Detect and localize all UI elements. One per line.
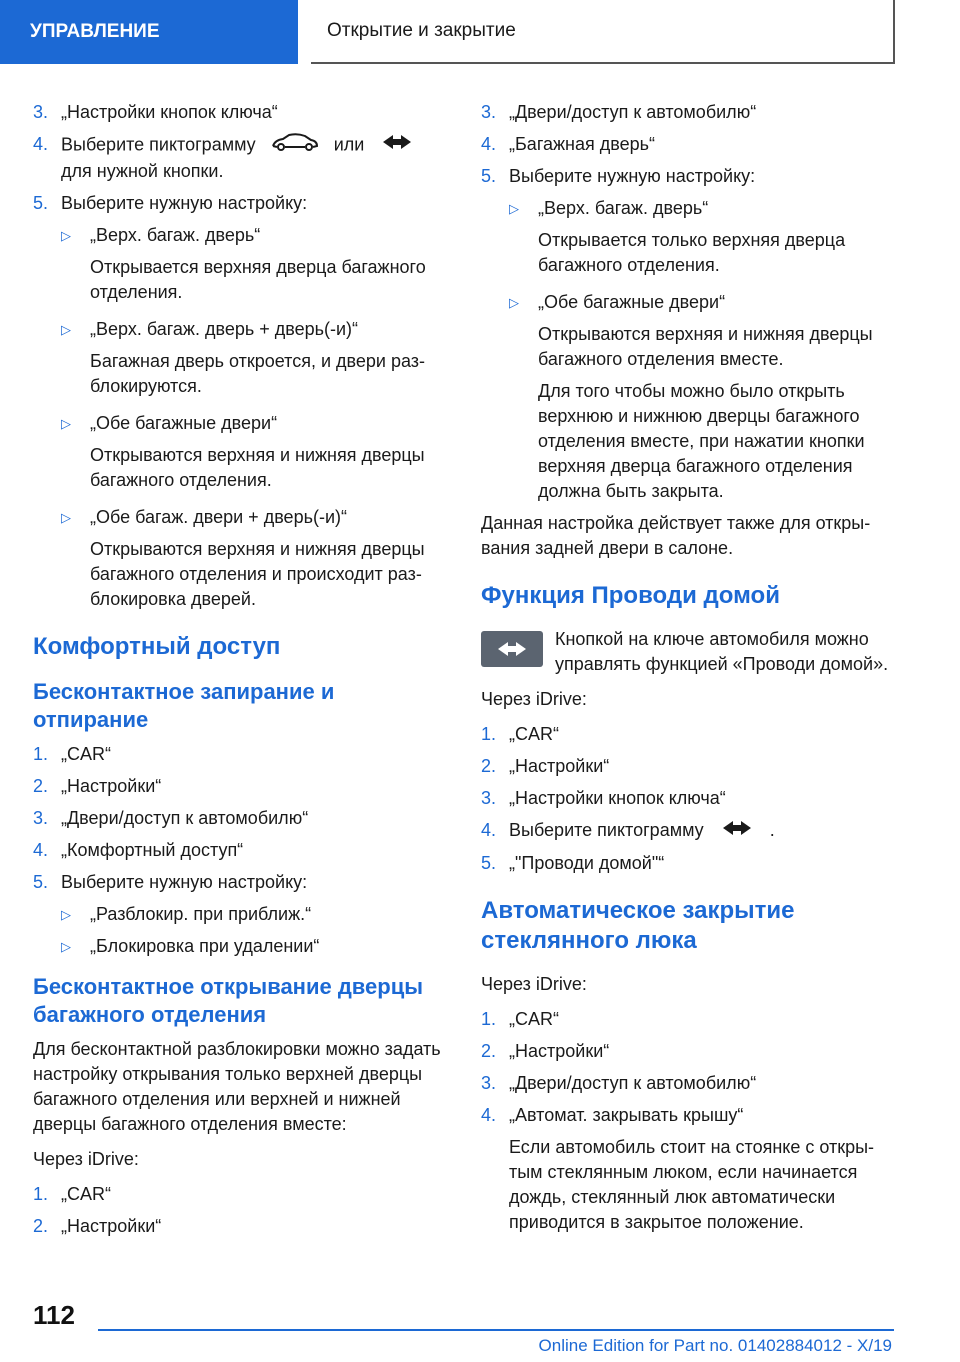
list-item xyxy=(481,132,901,157)
option-label: „Разблокир. при приближ.“ xyxy=(90,904,312,924)
list-text-pre: Выберите пиктограмму xyxy=(509,820,704,840)
list-text: „Комфортный доступ“ xyxy=(61,840,244,860)
idrive-label: Через iDrive: xyxy=(33,1149,139,1169)
list-number: 5. xyxy=(33,872,49,892)
option-label: „Обе багажные двери“ xyxy=(538,292,726,312)
list-text-post: для нужной кнопки. xyxy=(61,161,224,181)
list-text: „Настройки“ xyxy=(509,756,610,776)
intro-text: Кнопкой на ключе автомобиля можно управлять функцией «Проводи домой». xyxy=(555,629,889,674)
list-text-pre: Выберите пиктограмму xyxy=(61,134,256,155)
list-text: „Двери/доступ к автомобилю“ xyxy=(509,1072,757,1093)
idrive-label: Через iDrive: xyxy=(481,973,587,994)
triangle-bullet-icon: ▷ xyxy=(61,510,71,525)
list-text xyxy=(509,818,775,844)
paragraph: Для бесконтактной разблокировки можно задать настройку открывания только верхней дверцы багажного отделения или верхней и нижней дверцы багажного отделения вместе: xyxy=(33,1039,441,1134)
triangle-bullet-icon: ▷ xyxy=(61,939,71,954)
list-text: „CAR“ xyxy=(509,1008,559,1029)
list-text xyxy=(61,132,425,184)
option-label: „Блокировка при удалении“ xyxy=(90,936,320,956)
list-number: 1. xyxy=(481,724,497,744)
option-item xyxy=(61,317,453,342)
footer-rule xyxy=(98,1329,894,1331)
list-number: 1. xyxy=(481,1008,497,1029)
list-number: 3. xyxy=(33,102,49,122)
option-item xyxy=(61,505,453,530)
right-column xyxy=(481,100,901,1242)
list-number: 1. xyxy=(33,1184,49,1204)
list-number: 3. xyxy=(33,808,49,828)
list-text: Выберите нужную настройку: xyxy=(509,166,756,186)
triangle-bullet-icon: ▷ xyxy=(509,295,519,310)
list-text: „Двери/доступ к автомобилю“ xyxy=(61,808,309,828)
list-item xyxy=(33,742,453,767)
footer-edition: Online Edition for Part no. 01402884012 - X/19 xyxy=(538,1336,892,1355)
idrive-label: Через iDrive: xyxy=(481,689,587,709)
list-number: 2. xyxy=(481,756,497,776)
list-text: „CAR“ xyxy=(61,744,111,764)
option-desc: Открываются верхняя и нижняя дверцы багажного отделения вместе. xyxy=(538,324,873,369)
list-item xyxy=(481,851,901,876)
list-number: 3. xyxy=(481,102,497,122)
option-label: „Верх. багаж. дверь“ xyxy=(538,198,709,218)
list-number: 3. xyxy=(481,1072,497,1093)
option-desc: Открываются верхняя и нижняя дверцы багажного отделения. xyxy=(90,445,425,490)
list-number: 3. xyxy=(481,788,497,808)
subsection-heading: Бесконтактное открывание дверцы багажного отделения xyxy=(33,974,424,1027)
intro-block xyxy=(481,627,901,677)
list-number: 5. xyxy=(481,852,497,873)
section-heading: Функция Проводи домой xyxy=(481,582,780,609)
option-label: „Верх. багаж. дверь + дверь(-и)“ xyxy=(90,319,359,339)
list-item xyxy=(33,132,453,184)
list-number: 4. xyxy=(33,134,49,154)
list-item xyxy=(481,1039,901,1064)
list-text: „Настройки“ xyxy=(61,1216,162,1236)
list-text-mid: или xyxy=(333,134,365,155)
section-heading: Автоматическое закрытие стеклянного люка xyxy=(481,896,795,954)
option-item xyxy=(509,196,901,221)
list-number: 4. xyxy=(481,134,497,154)
list-item xyxy=(481,164,901,189)
list-item xyxy=(33,774,453,799)
list-text: „Двери/доступ к автомобилю“ xyxy=(509,102,757,122)
list-item xyxy=(33,870,453,895)
list-number: 2. xyxy=(33,1216,49,1236)
option-desc: Открывается только верхняя дверца багажного отделения. xyxy=(538,230,846,275)
triangle-bullet-icon: ▷ xyxy=(61,322,71,337)
list-number: 2. xyxy=(481,1040,497,1061)
list-number: 4. xyxy=(481,1104,497,1125)
section-heading: Комфортный доступ xyxy=(33,633,281,660)
list-number: 4. xyxy=(33,840,49,860)
list-text: „Настройки“ xyxy=(61,776,162,796)
list-item xyxy=(33,1214,453,1239)
list-text: „Багажная дверь“ xyxy=(509,134,655,154)
section-tab: УПРАВЛЕНИЕ xyxy=(0,0,298,64)
paragraph: Данная настройка действует также для открывания задней двери в салоне. xyxy=(481,513,871,558)
option-label: „Обе багажные двери“ xyxy=(90,413,278,433)
triangle-bullet-icon: ▷ xyxy=(61,416,71,431)
list-item xyxy=(481,100,901,125)
option-desc: Багажная дверь откроется, и двери разблокируются. xyxy=(90,351,426,396)
list-number: 5. xyxy=(481,166,497,186)
list-text: „CAR“ xyxy=(509,724,559,744)
list-item xyxy=(481,1103,901,1128)
list-item xyxy=(481,722,901,747)
list-text: „"Проводи домой"“ xyxy=(509,852,665,873)
list-text: Выберите нужную настройку: xyxy=(61,872,308,892)
page-number: 112 xyxy=(33,1300,75,1330)
car-outline-icon xyxy=(271,132,319,159)
triangle-bullet-icon: ▷ xyxy=(61,907,71,922)
triangle-bullet-icon: ▷ xyxy=(61,228,71,243)
list-text: „Настройки“ xyxy=(509,1040,610,1061)
triangle-bullet-icon: ▷ xyxy=(509,201,519,216)
list-number: 1. xyxy=(33,744,49,764)
left-column xyxy=(33,100,453,1246)
list-item xyxy=(481,1007,901,1032)
diamond-arrows-icon xyxy=(379,133,415,158)
list-item xyxy=(481,754,901,779)
list-item xyxy=(33,806,453,831)
option-item xyxy=(61,902,453,927)
final-paragraph: Если автомобиль стоит на стоянке с открытым стеклянным люком, если начинается дождь, стеклянный люк автоматически приводится в закрытое положение. xyxy=(509,1136,875,1232)
diamond-arrows-icon xyxy=(481,631,543,667)
diamond-arrows-icon xyxy=(719,819,755,844)
list-item xyxy=(33,838,453,863)
list-item xyxy=(33,1182,453,1207)
list-text: „CAR“ xyxy=(61,1184,111,1204)
list-item xyxy=(33,191,453,216)
topic-tab: Открытие и закрытие xyxy=(311,0,895,64)
list-number: 2. xyxy=(33,776,49,796)
subsection-heading: Бесконтактное запирание и отпирание xyxy=(33,679,335,732)
option-desc: Открываются верхняя и нижняя дверцы багажного отделения и происходит разблокировка дверей. xyxy=(90,539,425,609)
list-text: Выберите нужную настройку: xyxy=(61,193,308,213)
list-text: „Настройки кнопок ключа“ xyxy=(61,102,278,122)
list-item xyxy=(481,1071,901,1096)
list-number: 4. xyxy=(481,820,497,840)
option-item xyxy=(61,934,453,959)
list-number: 5. xyxy=(33,193,49,213)
option-label: „Верх. багаж. дверь“ xyxy=(90,225,261,245)
option-label: „Обе багаж. двери + дверь(-и)“ xyxy=(90,507,347,527)
option-desc: Открывается верхняя дверца багажного отделения. xyxy=(90,257,426,302)
list-text: „Автомат. закрывать крышу“ xyxy=(509,1104,744,1125)
list-text-post: . xyxy=(769,820,775,840)
option-item xyxy=(61,411,453,436)
list-item xyxy=(33,100,453,125)
option-desc: Для того чтобы можно было открыть верхнюю и нижнюю дверцы багажного отделения вместе, при нажатии кнопки верхняя дверца багажного отделения должна быть закрыта. xyxy=(538,381,865,501)
option-item xyxy=(509,290,901,315)
list-item xyxy=(481,818,901,844)
option-item xyxy=(61,223,453,248)
list-item xyxy=(481,786,901,811)
list-text: „Настройки кнопок ключа“ xyxy=(509,788,726,808)
